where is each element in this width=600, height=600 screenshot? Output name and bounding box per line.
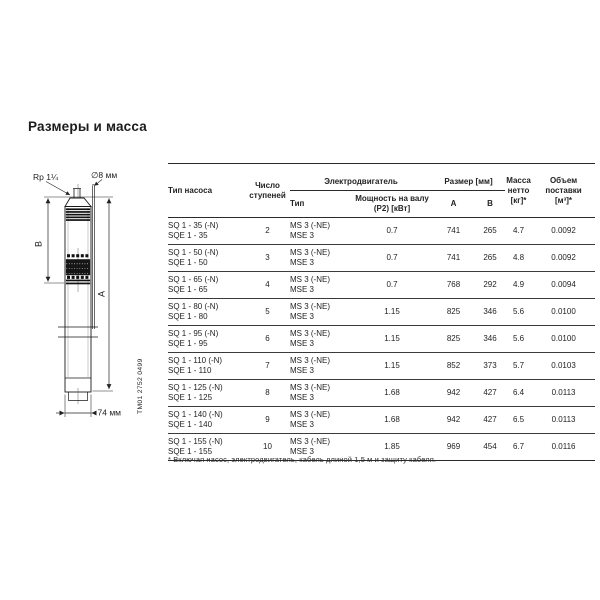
motor-type-cell: MS 3 (-NE) MSE 3 <box>290 434 352 461</box>
col-header-motor-type: Тип <box>290 191 352 218</box>
pump-type-cell: SQ 1 - 35 (-N) SQE 1 - 35 <box>168 218 245 245</box>
table-row <box>168 272 595 299</box>
col-header-volume: Объем поставки [м³]* <box>532 164 595 218</box>
port-leader-line <box>46 182 70 196</box>
col-group-size: Размер [мм] <box>432 164 505 191</box>
pump-drawing-svg <box>10 155 160 455</box>
dimension-width <box>56 395 121 418</box>
col-header-power: Мощность на валу (P2) [кВт] <box>352 191 432 218</box>
power-cell: 0.7 <box>352 272 432 299</box>
dim-a-cell: 942 <box>432 407 475 434</box>
pump-type-cell: SQ 1 - 155 (-N) SQE 1 - 155 <box>168 434 245 461</box>
dim-a-cell: 768 <box>432 272 475 299</box>
table-row <box>168 353 595 380</box>
motor-type-cell: MS 3 (-NE) MSE 3 <box>290 299 352 326</box>
dim-a-cell: 825 <box>432 299 475 326</box>
mass-cell: 4.9 <box>505 272 532 299</box>
mass-cell: 6.5 <box>505 407 532 434</box>
table-row <box>168 380 595 407</box>
dimension-a <box>93 198 114 391</box>
motor-type-cell: MS 3 (-NE) MSE 3 <box>290 245 352 272</box>
col-group-motor: Электродвигатель <box>290 164 432 191</box>
col-header-dim-b: B <box>475 191 505 218</box>
dim-b-cell: 427 <box>475 380 505 407</box>
stages-cell: 7 <box>245 353 290 380</box>
volume-cell: 0.0116 <box>532 434 595 461</box>
cable-line <box>92 185 95 329</box>
stages-cell: 4 <box>245 272 290 299</box>
cable-leader-line <box>94 180 102 186</box>
pump-type-cell: SQ 1 - 95 (-N) SQE 1 - 95 <box>168 326 245 353</box>
cable-diameter-label: ∅8 мм <box>91 170 118 180</box>
pump-type-cell: SQ 1 - 140 (-N) SQE 1 - 140 <box>168 407 245 434</box>
volume-cell: 0.0100 <box>532 326 595 353</box>
motor-type-cell: MS 3 (-NE) MSE 3 <box>290 353 352 380</box>
dim-a-cell: 741 <box>432 245 475 272</box>
port-size-label: Rp 1¼ <box>33 172 59 182</box>
stages-cell: 10 <box>245 434 290 461</box>
power-cell: 1.85 <box>352 434 432 461</box>
col-header-mass: Масса нетто [кг]* <box>505 164 532 218</box>
col-header-stages: Число ступеней <box>245 164 290 218</box>
power-cell: 0.7 <box>352 245 432 272</box>
mass-cell: 4.7 <box>505 218 532 245</box>
pump-dimension-drawing <box>10 155 160 455</box>
dim-a-cell: 942 <box>432 380 475 407</box>
mass-cell: 6.7 <box>505 434 532 461</box>
pump-type-cell: SQ 1 - 65 (-N) SQE 1 - 65 <box>168 272 245 299</box>
dim-b-cell: 265 <box>475 245 505 272</box>
suction-screen-block <box>66 259 90 275</box>
dim-b-label: B <box>33 240 44 248</box>
motor-type-cell: MS 3 (-NE) MSE 3 <box>290 380 352 407</box>
power-cell: 1.15 <box>352 353 432 380</box>
col-header-pump-type: Тип насоса <box>168 164 245 218</box>
stages-cell: 5 <box>245 299 290 326</box>
table-row <box>168 407 595 434</box>
drawing-reference-code: TM01 2752 0499 <box>137 358 144 414</box>
pump-type-cell: SQ 1 - 80 (-N) SQE 1 - 80 <box>168 299 245 326</box>
dim-a-cell: 969 <box>432 434 475 461</box>
table-body <box>168 218 595 461</box>
volume-cell: 0.0094 <box>532 272 595 299</box>
dim-b-cell: 427 <box>475 407 505 434</box>
pump-type-cell: SQ 1 - 110 (-N) SQE 1 - 110 <box>168 353 245 380</box>
mass-cell: 5.6 <box>505 299 532 326</box>
stages-cell: 2 <box>245 218 290 245</box>
col-header-dim-a: A <box>432 191 475 218</box>
motor-type-cell: MS 3 (-NE) MSE 3 <box>290 272 352 299</box>
table-row <box>168 326 595 353</box>
motor-type-cell: MS 3 (-NE) MSE 3 <box>290 407 352 434</box>
table-row <box>168 218 595 245</box>
table-row <box>168 245 595 272</box>
dim-b-cell: 346 <box>475 299 505 326</box>
discharge-port <box>73 189 81 198</box>
dimensions-table <box>168 163 595 461</box>
volume-cell: 0.0100 <box>532 299 595 326</box>
power-cell: 1.15 <box>352 326 432 353</box>
power-cell: 1.68 <box>352 380 432 407</box>
dim-a-cell: 825 <box>432 326 475 353</box>
dim-b-cell: 454 <box>475 434 505 461</box>
volume-cell: 0.0103 <box>532 353 595 380</box>
mass-cell: 6.4 <box>505 380 532 407</box>
pump-type-cell: SQ 1 - 50 (-N) SQE 1 - 50 <box>168 245 245 272</box>
table-row <box>168 299 595 326</box>
dimension-b <box>34 198 65 283</box>
dim-a-cell: 741 <box>432 218 475 245</box>
dim-a-label: A <box>96 290 107 298</box>
table-header <box>168 164 595 218</box>
power-cell: 0.7 <box>352 218 432 245</box>
pump-tube <box>65 207 91 393</box>
motor-type-cell: MS 3 (-NE) MSE 3 <box>290 218 352 245</box>
volume-cell: 0.0092 <box>532 245 595 272</box>
mass-cell: 5.7 <box>505 353 532 380</box>
mass-cell: 4.8 <box>505 245 532 272</box>
stages-cell: 3 <box>245 245 290 272</box>
mass-cell: 5.6 <box>505 326 532 353</box>
dim-b-cell: 265 <box>475 218 505 245</box>
volume-cell: 0.0092 <box>532 218 595 245</box>
page-title: Размеры и масса <box>28 119 147 134</box>
power-cell: 1.15 <box>352 299 432 326</box>
stages-cell: 9 <box>245 407 290 434</box>
stages-cell: 8 <box>245 380 290 407</box>
dim-a-cell: 852 <box>432 353 475 380</box>
stages-cell: 6 <box>245 326 290 353</box>
volume-cell: 0.0113 <box>532 380 595 407</box>
dim-b-cell: 373 <box>475 353 505 380</box>
width-dim-label: 74 мм <box>97 407 122 418</box>
pump-body <box>58 184 98 404</box>
table-footnote: * Включая насос, электродвигатель, кабель длиной 1,5 м и защиту кабеля. <box>168 455 437 464</box>
dim-b-cell: 346 <box>475 326 505 353</box>
motor-type-cell: MS 3 (-NE) MSE 3 <box>290 326 352 353</box>
power-cell: 1.68 <box>352 407 432 434</box>
pump-type-cell: SQ 1 - 125 (-N) SQE 1 - 125 <box>168 380 245 407</box>
pump-cap <box>65 198 91 207</box>
dim-b-cell: 292 <box>475 272 505 299</box>
volume-cell: 0.0113 <box>532 407 595 434</box>
